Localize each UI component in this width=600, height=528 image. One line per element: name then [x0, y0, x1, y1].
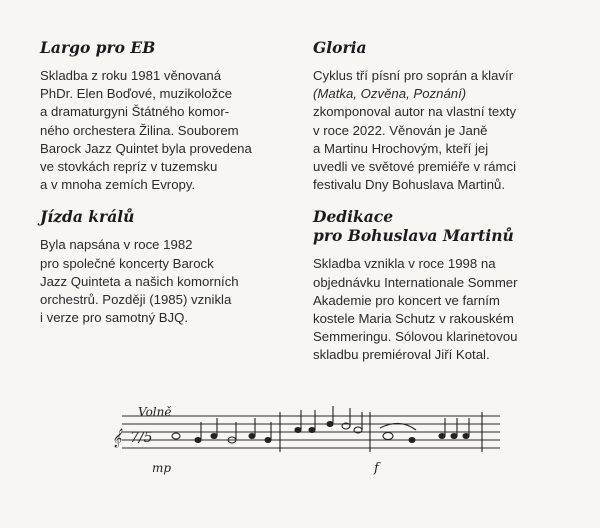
dedikace-title — [313, 207, 575, 245]
text-line-italic: (Matka, Ozvěna, Poznání) — [313, 86, 467, 102]
section-largo — [40, 38, 302, 194]
section-gloria — [313, 38, 575, 194]
text-line: pro společné koncerty Barock — [40, 255, 214, 271]
notes — [172, 406, 482, 452]
text-line: festivalu Dny Bohuslava Martinů. — [313, 177, 506, 193]
text-line: ve stovkách repríz v tuzemsku — [40, 159, 218, 175]
text-line: Jazz Quinteta a našich komorních — [40, 273, 239, 289]
treble-clef-icon: 𝄞 — [112, 428, 122, 447]
text-line: orchestrů. Později (1985) vznikla — [40, 292, 232, 308]
text-line: Skladba vznikla v roce 1998 na — [313, 256, 496, 272]
text-line: Akademie pro koncert ve farním — [313, 292, 500, 308]
section-dedikace — [313, 207, 575, 364]
text-line: Cyklus tří písní pro soprán a klavír — [313, 68, 514, 83]
text-line: a dramaturgyni Štátného komor- — [40, 104, 230, 120]
dedikace-text — [313, 255, 575, 364]
jizda-text — [40, 236, 302, 327]
text-line: Byla napsána v roce 1982 — [40, 237, 193, 253]
title-line: pro Bohuslava Martinů — [313, 226, 514, 246]
text-line: a Martinu Hrochovým, kteří jej — [313, 140, 489, 156]
left-column — [40, 38, 302, 340]
text-line: PhDr. Elen Boďové, muzikoložce — [40, 86, 233, 102]
text-line: kostele Maria Schutz v rakouském — [313, 311, 514, 327]
text-line: v roce 2022. Věnován je Janě — [313, 122, 488, 138]
text-line: Skladba z roku 1981 věnovaná — [40, 68, 222, 83]
text-line: skladbu premiéroval Jiří Kotal. — [313, 347, 490, 363]
text-line: objednávku Internationale Sommer — [313, 274, 518, 290]
dynamic-f: f — [374, 461, 379, 476]
dynamic-mp: mp — [152, 461, 172, 475]
time-signature: 7/5 — [130, 430, 153, 446]
text-line: uvedli ve světové premiéře v rámci — [313, 159, 517, 175]
text-line: Semmeringu. Sólovou klarinetovou — [313, 329, 518, 345]
text-line: a v mnoha zemích Evropy. — [40, 177, 196, 193]
largo-text — [40, 67, 302, 194]
text-line: zkomponoval autor na vlastní texty — [313, 104, 517, 120]
largo-title: Largo pro EB — [40, 38, 156, 57]
right-column — [313, 38, 575, 378]
section-jizda — [40, 207, 302, 327]
gloria-title: Gloria — [313, 38, 367, 57]
gloria-text — [313, 67, 575, 194]
title-line: Dedikace — [313, 207, 394, 227]
text-line: ného orchestera Žilina. Souborem — [40, 122, 239, 138]
tempo-marking: Volně — [138, 405, 172, 419]
handwritten-score — [112, 396, 512, 496]
jizda-title: Jízda králů — [40, 207, 135, 227]
text-line: Barock Jazz Quintet byla provedena — [40, 140, 252, 156]
text-line: i verze pro samotný BJQ. — [40, 310, 189, 326]
